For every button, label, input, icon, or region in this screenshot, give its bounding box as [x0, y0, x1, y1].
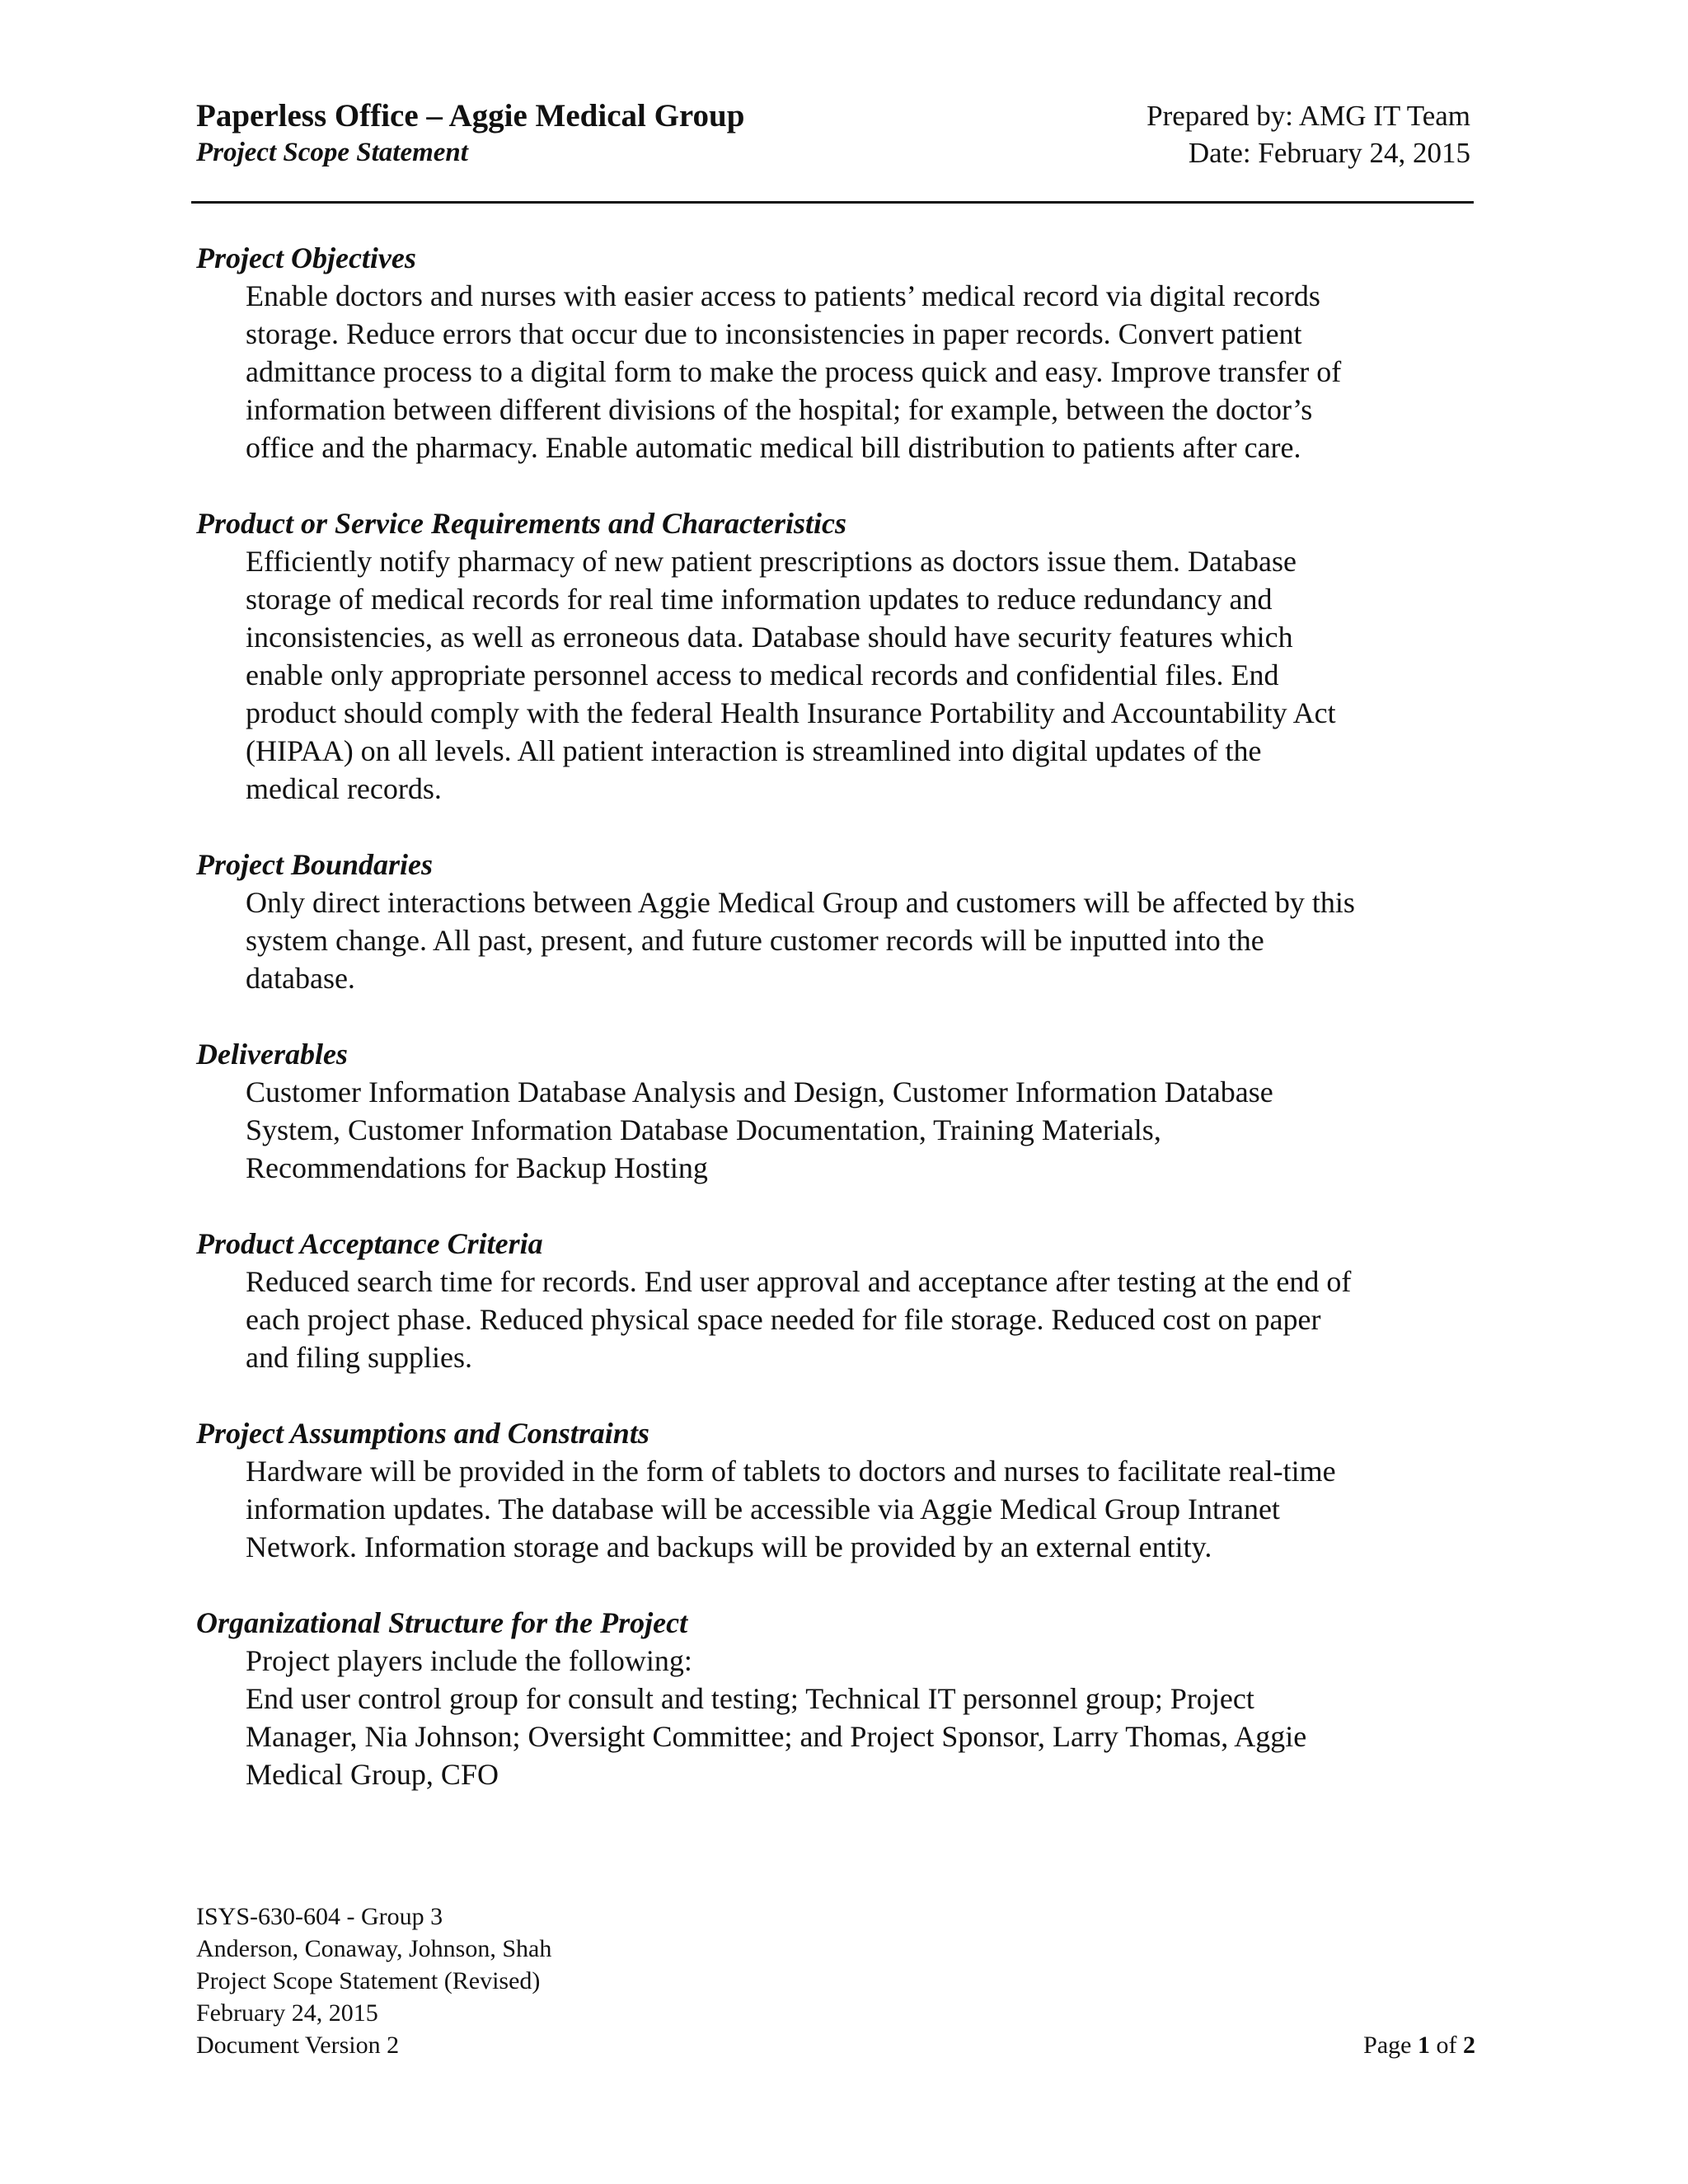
document-date: Date: February 24, 2015	[1188, 137, 1470, 169]
body-line: Enable doctors and nurses with easier access to patients’ medical record via digital records	[246, 279, 1320, 312]
body-line: storage. Reduce errors that occur due to inconsistencies in paper records. Convert patient	[246, 317, 1302, 350]
section-body	[246, 277, 1441, 466]
section-deliverables	[196, 1035, 1482, 1187]
body-line: admittance process to a digital form to make the process quick and easy. Improve transfer of	[246, 355, 1342, 388]
body-line: storage of medical records for real time information updates to reduce redundancy and	[246, 583, 1273, 616]
body-line: End user control group for consult and testing; Technical IT personnel group; Project	[246, 1682, 1254, 1715]
body-line: Hardware will be provided in the form of tablets to doctors and nurses to facilitate real-time	[246, 1455, 1336, 1488]
section-heading: Project Assumptions and Constraints	[196, 1417, 649, 1450]
footer-authors: Anderson, Conaway, Johnson, Shah	[196, 1935, 552, 1962]
section-body	[246, 1452, 1441, 1566]
body-line: enable only appropriate personnel access to medical records and confidential files. End	[246, 658, 1279, 691]
body-line: database.	[246, 962, 355, 995]
section-body	[246, 1073, 1441, 1187]
body-line: inconsistencies, as well as erroneous data. Database should have security features which	[246, 621, 1293, 654]
header-right	[1146, 97, 1470, 171]
footer-date: February 24, 2015	[196, 1999, 378, 2027]
header-left	[196, 97, 744, 170]
page-number	[1363, 2029, 1475, 2061]
section-body	[246, 1263, 1441, 1376]
body-line: Only direct interactions between Aggie Medical Group and customers will be affected by this	[246, 886, 1355, 919]
body-line: system change. All past, present, and future customer records will be inputted into the	[246, 924, 1264, 957]
section-organizational-structure	[196, 1604, 1482, 1793]
header-divider	[191, 201, 1474, 204]
body-line: Manager, Nia Johnson; Oversight Committee; and Project Sponsor, Larry Thomas, Aggie	[246, 1720, 1307, 1753]
section-project-boundaries	[196, 846, 1482, 997]
document-header	[196, 97, 1470, 176]
body-line: Efficiently notify pharmacy of new patient prescriptions as doctors issue them. Database	[246, 545, 1296, 578]
body-line: Customer Information Database Analysis and Design, Customer Information Database	[246, 1076, 1273, 1108]
section-heading: Product or Service Requirements and Characteristics	[196, 507, 847, 540]
body-line: (HIPAA) on all levels. All patient interaction is streamlined into digital updates of the	[246, 734, 1262, 767]
body-line: each project phase. Reduced physical space needed for file storage. Reduced cost on paper	[246, 1303, 1321, 1336]
section-acceptance-criteria	[196, 1225, 1482, 1376]
document-footer	[196, 1900, 1475, 2061]
section-heading: Deliverables	[196, 1038, 348, 1071]
section-heading: Project Objectives	[196, 241, 416, 274]
page-current: 1	[1418, 2032, 1430, 2059]
page-of: of	[1430, 2032, 1463, 2059]
body-line: product should comply with the federal Health Insurance Portability and Accountability Act	[246, 696, 1336, 729]
body-line: Recommendations for Backup Hosting	[246, 1151, 708, 1184]
footer-doc-name: Project Scope Statement (Revised)	[196, 1967, 541, 1994]
page-total: 2	[1463, 2032, 1475, 2059]
body-line: information between different divisions of the hospital; for example, between the doctor’s	[246, 393, 1313, 426]
section-project-objectives	[196, 239, 1482, 466]
section-body	[246, 542, 1441, 808]
prepared-by: Prepared by: AMG IT Team	[1146, 100, 1470, 132]
section-heading: Product Acceptance Criteria	[196, 1227, 543, 1260]
section-requirements	[196, 504, 1482, 808]
section-heading: Organizational Structure for the Project	[196, 1606, 688, 1639]
section-body	[246, 1642, 1441, 1793]
document-subtitle: Project Scope Statement	[196, 138, 468, 167]
body-line: Medical Group, CFO	[246, 1758, 499, 1791]
document-body	[196, 239, 1482, 1831]
body-line: medical records.	[246, 772, 442, 805]
page-label: Page	[1363, 2032, 1418, 2059]
section-heading: Project Boundaries	[196, 848, 434, 881]
body-line: Reduced search time for records. End user approval and acceptance after testing at the end of	[246, 1265, 1352, 1298]
section-assumptions-constraints	[196, 1414, 1482, 1566]
body-line: office and the pharmacy. Enable automatic medical bill distribution to patients after care.	[246, 431, 1301, 464]
body-line: System, Customer Information Database Documentation, Training Materials,	[246, 1113, 1161, 1146]
footer-course: ISYS-630-604 - Group 3	[196, 1903, 443, 1930]
body-line: Project players include the following:	[246, 1644, 692, 1677]
body-line: information updates. The database will be accessible via Aggie Medical Group Intranet	[246, 1493, 1280, 1526]
document-title: Paperless Office – Aggie Medical Group	[196, 98, 745, 134]
body-line: and filing supplies.	[246, 1341, 472, 1374]
section-body	[246, 883, 1441, 997]
footer-version: Document Version 2	[196, 2032, 400, 2059]
body-line: Network. Information storage and backups will be provided by an external entity.	[246, 1530, 1212, 1563]
